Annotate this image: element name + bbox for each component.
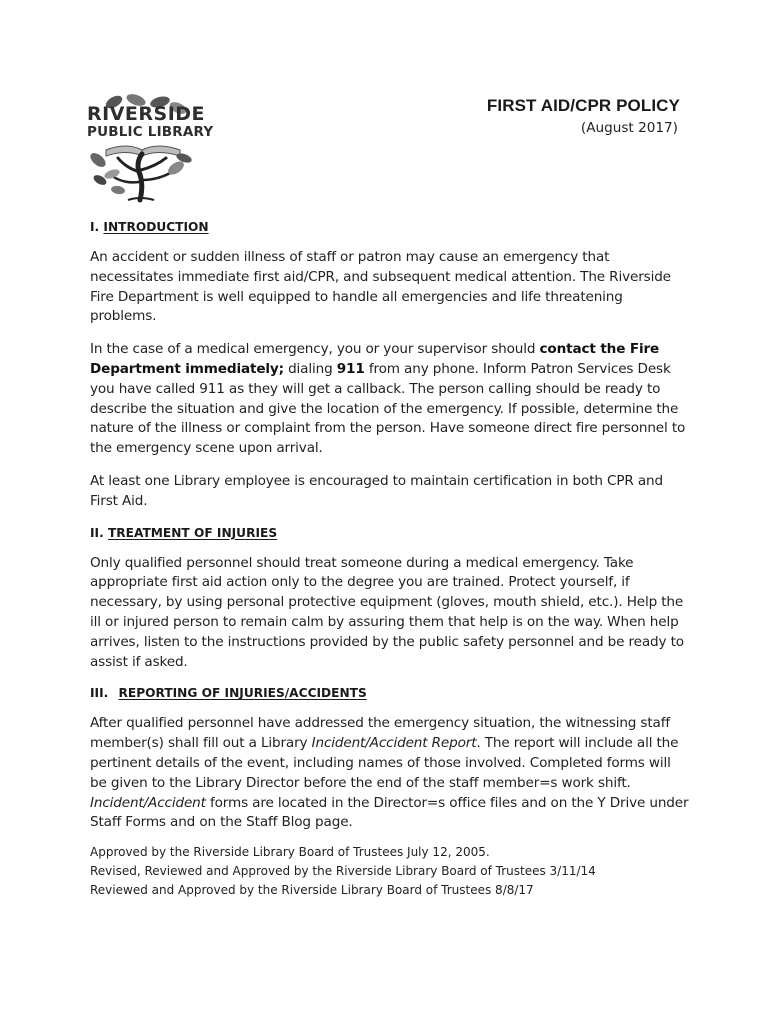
text-run: In the case of a medical emergency, you or your supervisor should xyxy=(90,341,540,358)
policy-body xyxy=(90,219,690,900)
emphasis-contact-fire-dept: contact the Fire Department immediately; xyxy=(90,341,660,377)
section-heading-treatment xyxy=(90,525,690,541)
approval-line: Revised, Reviewed and Approved by the Riverside Library Board of Trustees 3/11/14 xyxy=(90,864,596,879)
intro-paragraph-3: At least one Library employee is encouraged to maintain certification in both CPR and First Aid. xyxy=(90,472,664,509)
emphasis-report-name: Incident/Accident Report xyxy=(311,735,477,752)
text-run: dialing xyxy=(283,360,337,377)
section-title: INTRODUCTION xyxy=(103,220,209,234)
section-title: REPORTING OF INJURIES/ACCIDENTS xyxy=(118,686,367,701)
approval-line: Reviewed and Approved by the Riverside Library Board of Trustees 8/8/17 xyxy=(90,883,534,898)
text-run: forms are located in the Director=s office files and on the Y Drive under Staff Forms and on the Staff Blog page. xyxy=(90,794,689,831)
emphasis-form-name: Incident/Accident xyxy=(90,794,206,811)
page-title: FIRST AID/CPR POLICY xyxy=(486,96,680,115)
svg-text:RIVERSIDE: RIVERSIDE xyxy=(87,103,206,125)
text-run: After qualified personnel have addressed the emergency situation, the witnessing staff member(s) shall fill out a Library xyxy=(90,715,671,752)
section-heading-introduction xyxy=(90,219,690,235)
section-number: I. xyxy=(90,220,100,234)
intro-paragraph-1: An accident or sudden illness of staff or patron may cause an emergency that necessitates immediate first aid/CPR, and subsequent medical attention. The Riverside Fire Department is well equipped to handle all emergencies and life threatening problems. xyxy=(90,249,671,325)
tree-book-logo-icon xyxy=(84,92,214,204)
policy-date: (August 2017) xyxy=(580,120,678,136)
section-number: II. xyxy=(90,525,104,540)
text-run: . The report will include all the pertinent details of the event, including names of those involved. Completed forms will be given to the Library Director before the end of the staff member=s work shift. xyxy=(90,735,679,791)
svg-text:PUBLIC LIBRARY: PUBLIC LIBRARY xyxy=(87,124,214,140)
approval-line: Approved by the Riverside Library Board of Trustees July 12, 2005. xyxy=(90,845,490,860)
treatment-paragraph: Only qualified personnel should treat someone during a medical emergency. Take appropriate first aid action only to the degree you are trained. Protect yourself, if necessary, by using personal protective equipment (gloves, mouth shield, etc.). Help the ill or injured person to remain calm by assuring them that help is on the way. When help arrives, listen to the instructions provided by the public safety personnel and be ready to assist if asked. xyxy=(90,554,684,670)
library-logo xyxy=(84,92,214,204)
section-number: III. xyxy=(90,686,109,701)
approval-notes xyxy=(90,843,690,900)
emphasis-911: 911 xyxy=(336,360,365,377)
reporting-paragraph xyxy=(90,714,690,833)
text-run: from any phone. Inform Patron Services Desk you have called 911 as they will get a callback. The person calling should be ready to describe the situation and give the location of the emergency. If possible, determine the nature of the illness or complaint from the person. Have someone direct fire personnel to the emergency scene upon arrival. xyxy=(90,360,686,457)
intro-paragraph-2 xyxy=(90,340,690,459)
section-heading-reporting xyxy=(90,685,690,701)
section-title: TREATMENT OF INJURIES xyxy=(107,525,278,540)
